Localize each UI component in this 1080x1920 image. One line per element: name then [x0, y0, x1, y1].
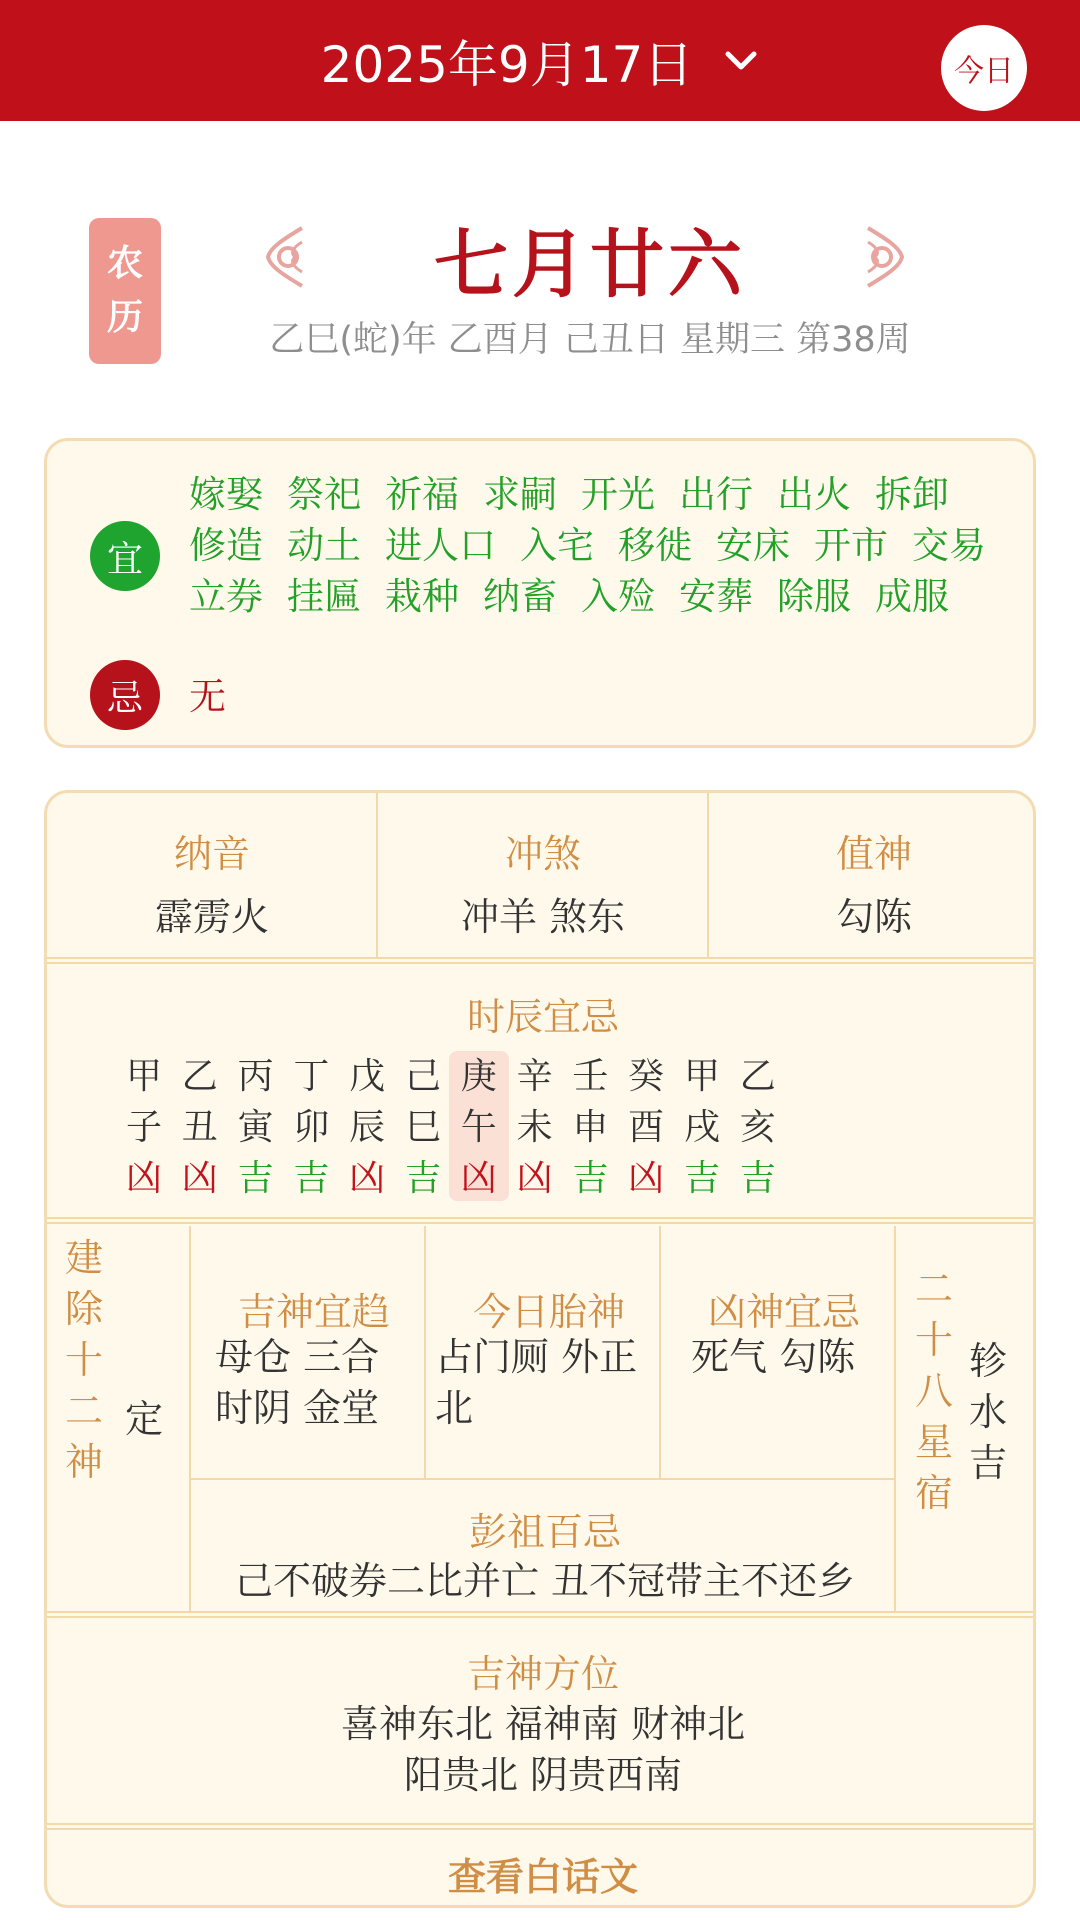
yi-item: 进人口 [385, 524, 496, 567]
divider [190, 1478, 895, 1480]
fangwei-line1: 喜神东北 福神南 财神北 [340, 1702, 746, 1746]
shichen-jixiong: 吉 [237, 1158, 274, 1199]
yi-item: 交易 [912, 524, 986, 567]
shichen-item [281, 1051, 341, 1201]
view-baihua-button[interactable]: 查看白话文 [447, 1855, 638, 1899]
info-card [44, 790, 1036, 1908]
nayin-cell [47, 823, 377, 941]
shichen-item [226, 1051, 286, 1201]
yi-item: 挂匾 [287, 575, 361, 618]
yi-item: 安葬 [679, 575, 753, 618]
nayin-value: 霹雳火 [154, 895, 269, 939]
yi-item: 入殓 [581, 575, 655, 618]
jishen-line1: 母仓 三合 [215, 1335, 380, 1379]
xiongshen-label: 凶神宜忌 [707, 1290, 860, 1334]
divider [376, 793, 378, 958]
jishen-text [215, 1332, 437, 1434]
shichen-jixiong: 吉 [572, 1158, 609, 1199]
shichen-zhi: 亥 [739, 1107, 776, 1148]
yi-list [189, 469, 1039, 622]
fangwei-label: 吉神方位 [466, 1652, 619, 1696]
nayin-label: 纳音 [173, 832, 250, 876]
shichen-gan: 丁 [293, 1056, 330, 1097]
shichen-jixiong: 凶 [125, 1158, 162, 1199]
jianchu-label-text: 建除十二神 [64, 1236, 103, 1484]
shichen-gan: 己 [404, 1056, 441, 1097]
shichen-item [560, 1051, 620, 1201]
zhishen-value: 勾陈 [835, 895, 912, 939]
divider [707, 793, 709, 958]
shichen-item [505, 1051, 565, 1201]
taishen-text [435, 1332, 661, 1434]
shichen-zhi: 未 [516, 1107, 553, 1148]
yi-item: 出火 [777, 473, 851, 516]
shichen-gan: 甲 [683, 1056, 720, 1097]
shichen-item [616, 1051, 676, 1201]
shichen-gan: 辛 [516, 1056, 553, 1097]
shichen-gan: 庚 [460, 1056, 497, 1097]
today-button[interactable]: 今日 [941, 25, 1027, 111]
shichen-item [170, 1051, 230, 1201]
shichen-jixiong: 凶 [460, 1158, 497, 1199]
yi-item: 嫁娶 [189, 473, 263, 516]
shichen-zhi: 子 [125, 1107, 162, 1148]
yi-item: 纳畜 [483, 575, 557, 618]
shichen-zhi: 丑 [181, 1107, 218, 1148]
fangwei-line2: 阳贵北 阴贵西南 [403, 1753, 683, 1797]
taishen-line1: 占门厕 外正 [435, 1335, 638, 1379]
shichen-title: 时辰宜忌 [466, 995, 619, 1039]
ornament-right-icon [862, 222, 908, 292]
shichen-gan: 癸 [628, 1056, 665, 1097]
shichen-gan: 戊 [349, 1056, 386, 1097]
yi-item: 拆卸 [875, 473, 949, 516]
shichen-jixiong: 凶 [181, 1158, 218, 1199]
zhishen-label: 值神 [835, 832, 912, 876]
lunar-badge-line2: 历 [106, 297, 143, 338]
shichen-gan: 乙 [181, 1056, 218, 1097]
shichen-zhi: 巳 [404, 1107, 441, 1148]
app-header [0, 0, 1080, 121]
yi-badge: 宜 [90, 521, 160, 591]
yi-item: 祈福 [385, 473, 459, 516]
ornament-left-icon [262, 222, 308, 292]
yi-item: 祭祀 [287, 473, 361, 516]
shichen-jixiong: 吉 [404, 1158, 441, 1199]
pengzu-text: 己不破券二比并亡 丑不冠带主不还乡 [234, 1559, 856, 1603]
divider [47, 957, 1036, 964]
taishen-line2: 北 [435, 1386, 474, 1430]
yi-item: 出行 [679, 473, 753, 516]
divider [424, 1226, 426, 1479]
divider [47, 1217, 1036, 1224]
shichen-item [114, 1051, 174, 1201]
divider [47, 1611, 1036, 1618]
shichen-gan: 壬 [572, 1056, 609, 1097]
header-date-text: 2025年9月17日 [320, 36, 694, 94]
shichen-zhi: 酉 [628, 1107, 665, 1148]
shichen-gan: 甲 [125, 1056, 162, 1097]
shichen-item [393, 1051, 453, 1201]
divider [47, 1823, 1036, 1830]
yi-item: 成服 [875, 575, 949, 618]
shichen-gan: 丙 [237, 1056, 274, 1097]
pengzu-label: 彭祖百忌 [468, 1510, 621, 1554]
yi-item: 安床 [716, 524, 790, 567]
ji-text: 无 [189, 675, 226, 718]
yi-item: 修造 [189, 524, 263, 567]
shichen-jixiong: 凶 [516, 1158, 553, 1199]
shichen-zhi: 辰 [349, 1107, 386, 1148]
yi-item: 动土 [287, 524, 361, 567]
xiongshen-text [691, 1332, 913, 1383]
jianchu-label [59, 1233, 109, 1488]
chevron-down-icon [723, 43, 759, 79]
jishen-line2: 时阴 金堂 [215, 1386, 380, 1430]
shichen-item [672, 1051, 732, 1201]
xiu-label [909, 1264, 959, 1519]
shichen-item [449, 1051, 509, 1201]
chongsha-cell [378, 823, 708, 941]
shichen-jixiong: 吉 [739, 1158, 776, 1199]
shichen-zhi: 午 [460, 1107, 497, 1148]
ji-badge: 忌 [90, 660, 160, 730]
yi-item: 开市 [814, 524, 888, 567]
ganzhi-line: 乙巳(蛇)年 乙酉月 己丑日 星期三 第38周 [269, 320, 911, 360]
shichen-zhi: 申 [572, 1107, 609, 1148]
shichen-zhi: 寅 [237, 1107, 274, 1148]
chongsha-value: 冲羊 煞东 [460, 895, 626, 939]
yi-item: 移徙 [618, 524, 692, 567]
shichen-gan: 乙 [739, 1056, 776, 1097]
jishen-label: 吉神宜趋 [237, 1290, 390, 1334]
jianchu-value: 定 [125, 1397, 164, 1441]
shichen-zhi: 戌 [683, 1107, 720, 1148]
yi-item: 除服 [777, 575, 851, 618]
divider [659, 1226, 661, 1479]
shichen-jixiong: 吉 [293, 1158, 330, 1199]
yiji-card [44, 438, 1036, 748]
shichen-jixiong: 凶 [349, 1158, 386, 1199]
xiu-value-text: 轸水吉 [968, 1339, 1007, 1485]
lunar-date: 七月廿六 [434, 222, 746, 308]
xiu-label-text: 二十八星宿 [914, 1267, 953, 1515]
yi-item: 栽种 [385, 575, 459, 618]
yi-item: 立券 [189, 575, 263, 618]
xiongshen-line1: 死气 勾陈 [691, 1335, 856, 1379]
yi-item: 求嗣 [483, 473, 557, 516]
shichen-item [728, 1051, 788, 1201]
taishen-label: 今日胎神 [472, 1290, 625, 1334]
shichen-jixiong: 吉 [683, 1158, 720, 1199]
xiu-value [963, 1336, 1013, 1489]
lunar-badge-line1: 农 [106, 243, 143, 284]
shichen-jixiong: 凶 [628, 1158, 665, 1199]
zhishen-cell [709, 823, 1036, 941]
shichen-item [337, 1051, 397, 1201]
shichen-zhi: 卯 [293, 1107, 330, 1148]
yi-item: 入宅 [520, 524, 594, 567]
chongsha-label: 冲煞 [504, 832, 581, 876]
date-picker[interactable] [0, 26, 1080, 96]
yi-item: 开光 [581, 473, 655, 516]
